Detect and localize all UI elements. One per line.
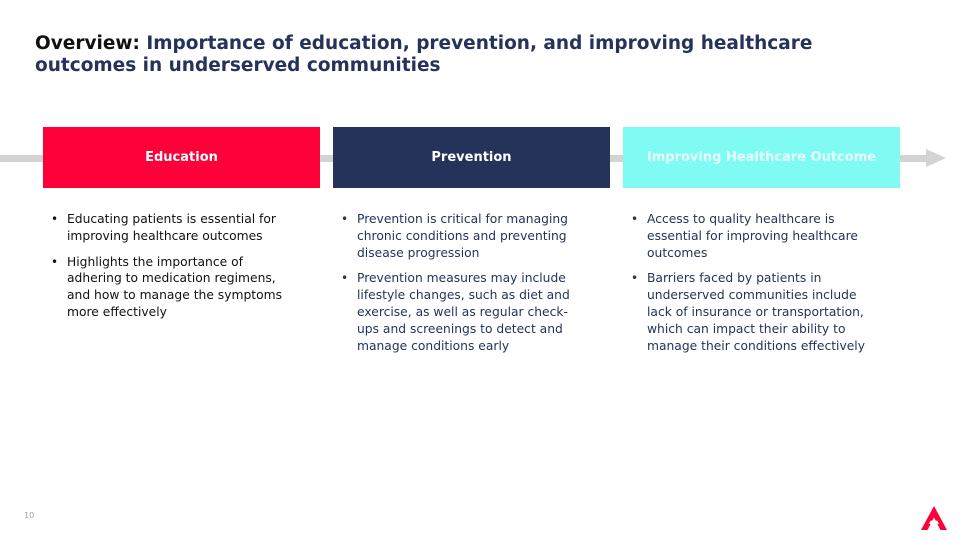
outcome-bullet-text: Access to quality healthcare is essential for improving healthcare outcomes xyxy=(647,212,858,260)
phase-outcome-box xyxy=(623,127,900,188)
list-item xyxy=(340,270,585,354)
bullet-dot-icon: • xyxy=(631,212,639,226)
list-item xyxy=(50,211,295,245)
page-number: 10 xyxy=(24,511,35,520)
page-title-lead: Overview: xyxy=(35,33,140,54)
education-bullet-text: Educating patients is essential for improving healthcare outcomes xyxy=(67,212,276,243)
phase-outcome-label: Improving Healthcare Outcome xyxy=(646,150,877,165)
list-item xyxy=(630,211,875,261)
bullet-dot-icon: • xyxy=(51,254,59,269)
page-title-text: Importance of education, prevention, and improving healthcare outcomes in underserved communities xyxy=(35,33,813,76)
page-title xyxy=(35,33,885,77)
bullet-dot-icon: • xyxy=(341,212,349,226)
bullet-dot-icon: • xyxy=(341,271,349,286)
list-item xyxy=(50,254,295,321)
phase-education-box xyxy=(43,127,320,188)
education-bullet-text: Highlights the importance of adhering to medication regimens, and how to manage the symptoms more effectively xyxy=(67,254,282,319)
outcome-bullet-text: Barriers faced by patients in underserved communities include lack of insurance or transportation, which can impact their ability to manage their conditions effectively xyxy=(647,271,865,353)
brand-logo-icon xyxy=(920,505,948,531)
list-item xyxy=(340,211,585,261)
phase-education-label: Education xyxy=(145,150,218,165)
education-bullet-list xyxy=(50,211,295,330)
timeline-arrow-icon xyxy=(926,149,946,167)
prevention-bullet-text: Prevention is critical for managing chronic conditions and preventing disease progression xyxy=(357,212,568,260)
list-item xyxy=(630,270,875,354)
bullet-dot-icon: • xyxy=(51,212,59,226)
prevention-bullet-list xyxy=(340,211,585,363)
prevention-bullet-text: Prevention measures may include lifestyle changes, such as diet and exercise, as well as regular check-ups and screenings to detect and manage conditions early xyxy=(357,271,570,353)
outcome-bullet-list xyxy=(630,211,875,363)
phase-prevention-box xyxy=(333,127,610,188)
bullet-dot-icon: • xyxy=(631,271,639,286)
phase-prevention-label: Prevention xyxy=(431,150,512,165)
